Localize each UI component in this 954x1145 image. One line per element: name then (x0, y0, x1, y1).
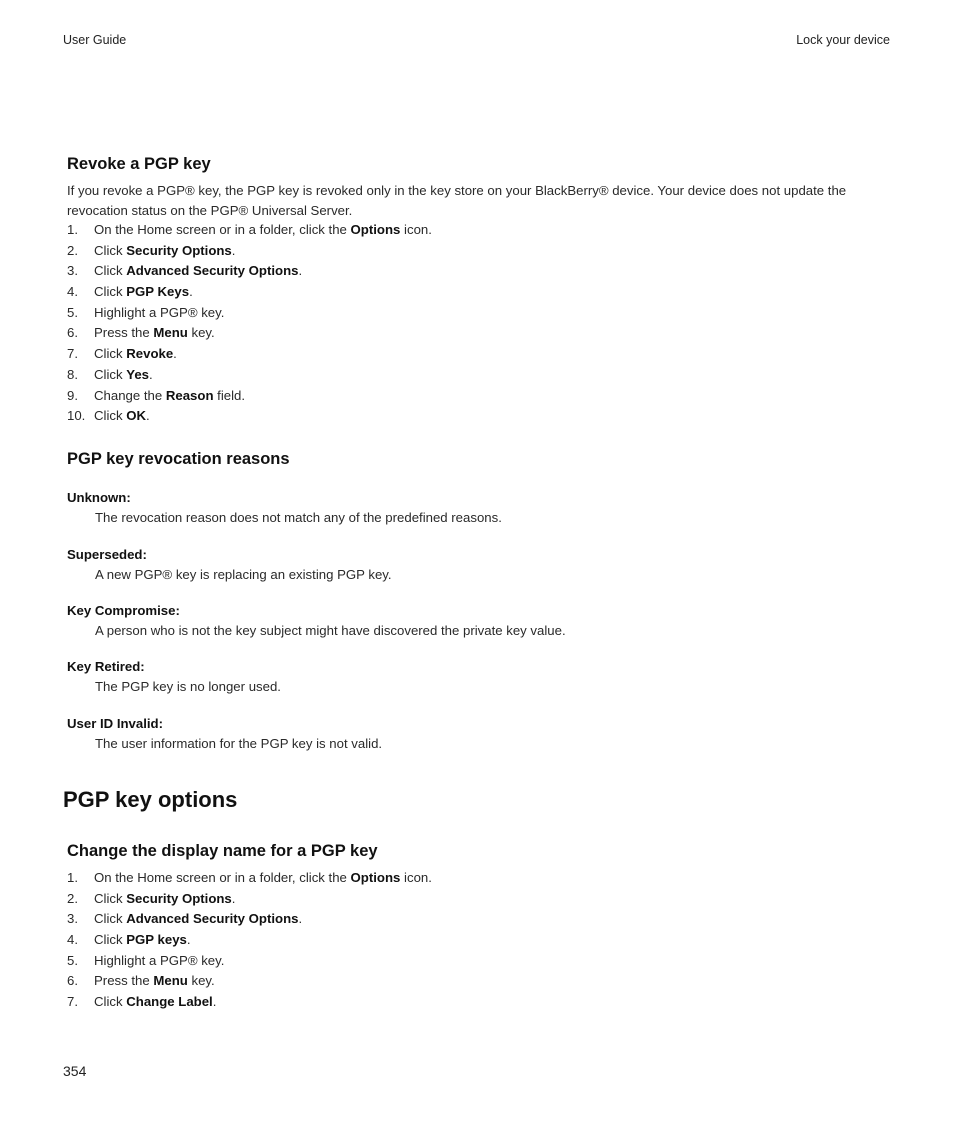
step-text-suffix: key. (187, 973, 215, 989)
step-text-suffix: . (231, 242, 236, 258)
reason-definition (67, 545, 897, 586)
step-number: 4. (67, 932, 78, 948)
step-text-suffix: field. (213, 387, 246, 403)
step-text-suffix: . (149, 366, 153, 382)
step-text: Click (94, 994, 127, 1010)
step-text: Click (94, 890, 127, 906)
step-text: Press the (94, 325, 154, 341)
step-item (67, 868, 432, 889)
step-text-suffix: . (186, 932, 191, 948)
reason-term: Key Retired: (67, 659, 145, 674)
step-item (67, 365, 432, 386)
step-item (67, 344, 432, 365)
step-ui-label: OK (126, 408, 147, 424)
revoke-steps-list (67, 220, 432, 427)
step-number: 9. (67, 387, 78, 403)
step-ui-label: Options (350, 870, 401, 885)
step-ui-label: Revoke (126, 346, 174, 362)
step-number: 4. (67, 284, 78, 300)
step-number: 5. (67, 304, 78, 320)
step-text: On the Home screen or in a folder, click the (94, 222, 351, 237)
step-number: 7. (67, 994, 78, 1010)
step-text: Click (94, 263, 127, 279)
reason-definition (67, 488, 897, 529)
step-text: Click (94, 408, 127, 424)
reason-description: A new PGP® key is replacing an existing PGP key. (95, 567, 392, 582)
step-number: 2. (67, 890, 78, 906)
display-name-steps-list (67, 868, 432, 1013)
step-item (67, 261, 432, 282)
step-text-suffix: . (231, 890, 236, 906)
step-text: Click (94, 932, 127, 948)
reason-description: The user information for the PGP key is not valid. (95, 736, 383, 751)
step-text-suffix: . (173, 346, 177, 362)
reason-definition (67, 657, 897, 698)
reason-definition (67, 601, 897, 642)
page-number: 354 (63, 1063, 87, 1079)
reason-term: Key Compromise: (67, 603, 180, 618)
step-text: Highlight a PGP® key. (94, 952, 225, 968)
reason-definition (67, 714, 897, 755)
step-number: 1. (67, 222, 78, 237)
step-item (67, 241, 432, 262)
section-title-revoke: Revoke a PGP key (67, 155, 211, 173)
step-text-suffix: key. (187, 325, 215, 341)
step-item (67, 282, 432, 303)
step-ui-label: Menu (153, 325, 188, 341)
reason-term: Superseded: (67, 547, 147, 562)
running-header-left: User Guide (63, 33, 127, 47)
step-ui-label: Yes (126, 366, 149, 382)
step-text-suffix: icon. (400, 222, 432, 237)
step-text-suffix: . (212, 994, 217, 1010)
step-text: On the Home screen or in a folder, click the (94, 870, 351, 885)
step-text-suffix: icon. (400, 870, 432, 885)
step-number: 6. (67, 973, 78, 989)
step-text: Click (94, 346, 127, 362)
step-text: Highlight a PGP® key. (94, 304, 225, 320)
step-number: 10. (67, 408, 86, 424)
step-number: 3. (67, 911, 78, 927)
step-number: 3. (67, 263, 78, 279)
step-ui-label: Reason (165, 387, 214, 403)
chapter-title-pgp-key-options: PGP key options (63, 787, 238, 812)
step-number: 2. (67, 242, 78, 258)
step-item (67, 323, 432, 344)
step-text: Click (94, 366, 127, 382)
step-item (67, 406, 432, 427)
step-ui-label: Menu (153, 973, 188, 989)
step-ui-label: Advanced Security Options (126, 263, 299, 279)
step-ui-label: Security Options (126, 890, 232, 906)
step-item (67, 220, 432, 241)
step-item (67, 951, 432, 972)
reason-description: The PGP key is no longer used. (95, 679, 281, 694)
step-ui-label: Options (350, 222, 401, 237)
step-item (67, 930, 432, 951)
step-text: Click (94, 911, 127, 927)
step-number: 6. (67, 325, 78, 341)
step-ui-label: Advanced Security Options (126, 911, 299, 927)
step-text-suffix: . (298, 911, 303, 927)
step-item (67, 303, 432, 324)
reason-description: The revocation reason does not match any of the predefined reasons. (95, 510, 502, 525)
step-ui-label: PGP keys (126, 932, 187, 948)
step-text-suffix: . (146, 408, 150, 424)
step-ui-label: Security Options (126, 242, 232, 258)
step-text: Press the (94, 973, 154, 989)
step-item (67, 889, 432, 910)
reason-description: A person who is not the key subject might have discovered the private key value. (95, 623, 566, 638)
step-number: 7. (67, 346, 78, 362)
step-text: Click (94, 242, 127, 258)
step-item (67, 971, 432, 992)
section-title-display-name: Change the display name for a PGP key (67, 842, 378, 860)
step-number: 1. (67, 870, 78, 885)
step-ui-label: Change Label (126, 994, 213, 1010)
step-text: Change the (94, 387, 166, 403)
revoke-intro: If you revoke a PGP® key, the PGP key is revoked only in the key store on your BlackBerry® device. Your device does not update the revocation status on the PGP® Universal Server. (67, 183, 847, 218)
step-text-suffix: . (298, 263, 303, 279)
running-header-right: Lock your device (796, 33, 890, 47)
step-text: Click (94, 284, 127, 300)
step-item (67, 386, 432, 407)
step-item (67, 909, 432, 930)
step-text-suffix: . (189, 284, 193, 300)
reason-term: Unknown: (67, 490, 131, 505)
step-ui-label: PGP Keys (126, 284, 190, 300)
section-title-reasons: PGP key revocation reasons (67, 450, 290, 468)
reason-term: User ID Invalid: (67, 716, 164, 731)
step-item (67, 992, 432, 1013)
step-number: 5. (67, 952, 78, 968)
step-number: 8. (67, 366, 78, 382)
